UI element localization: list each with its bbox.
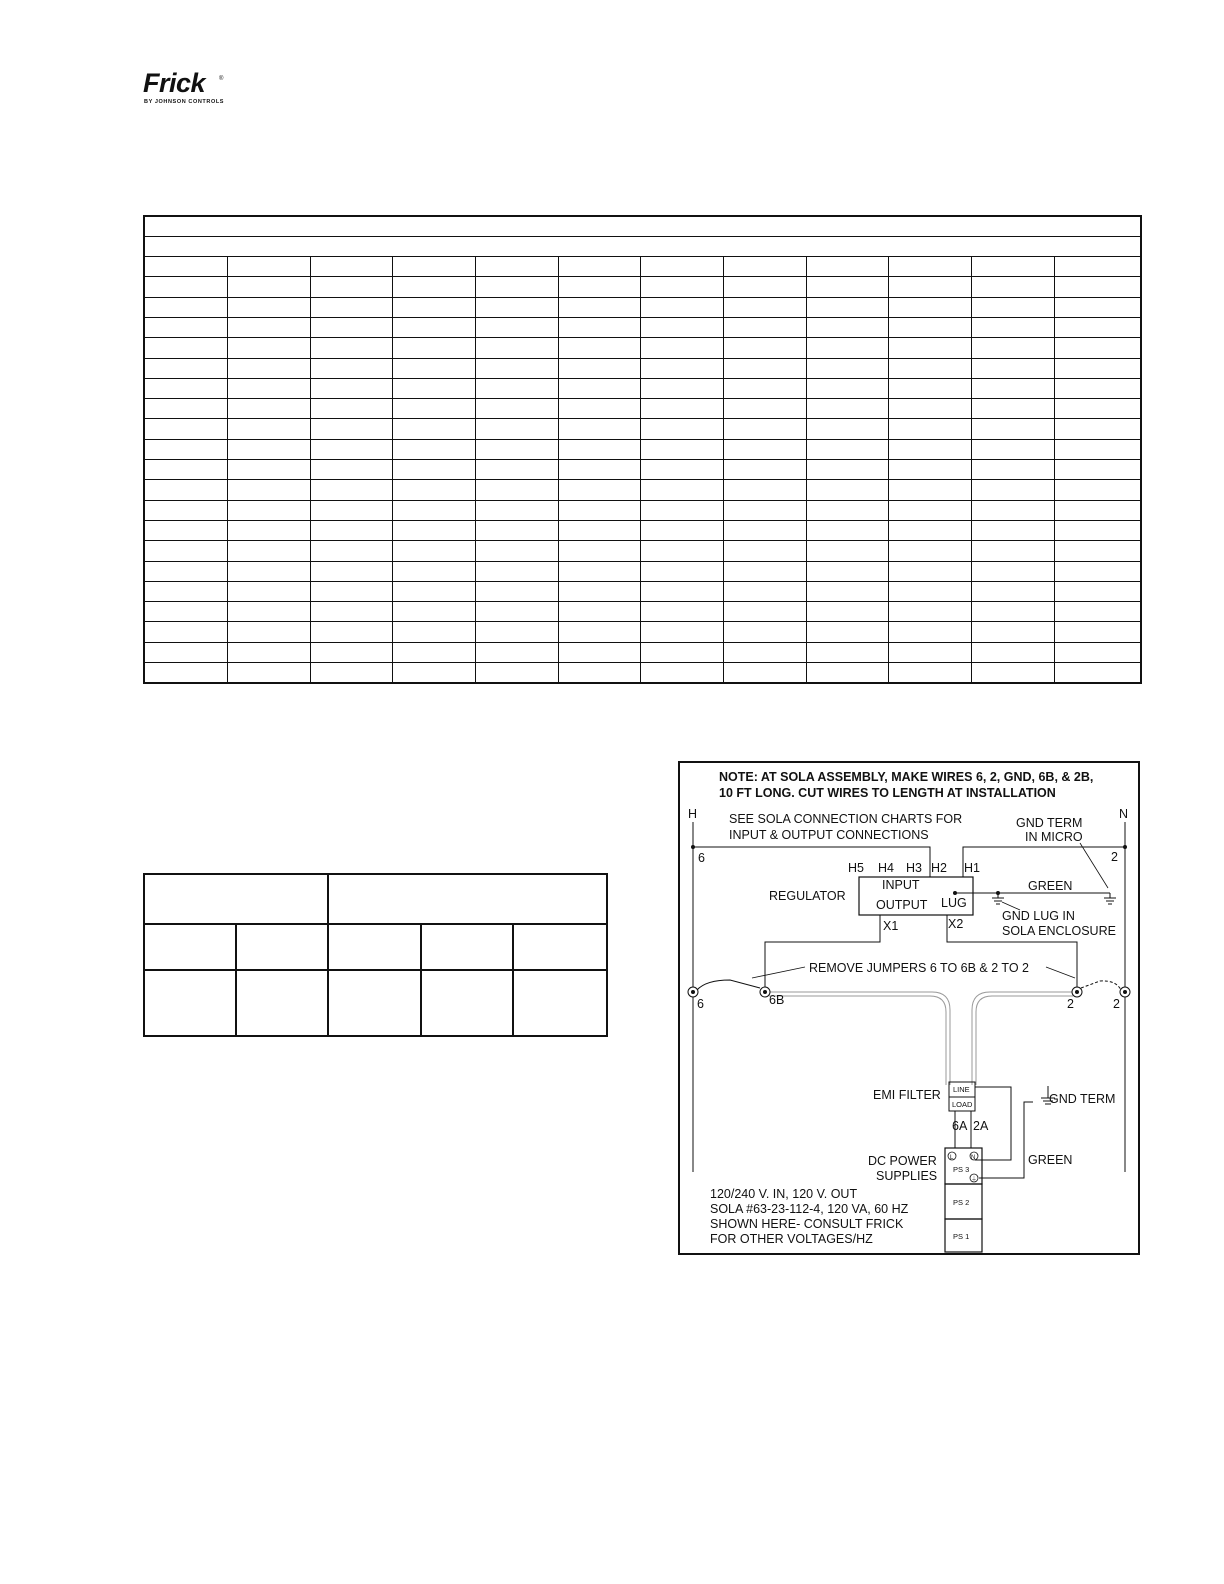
input-label: INPUT	[882, 878, 920, 892]
wire-x1	[765, 915, 880, 992]
spec-line-2: SOLA #63-23-112-4, 120 VA, 60 HZ	[710, 1202, 909, 1216]
wire-2-label: 2	[1111, 850, 1118, 864]
logo-brand: Frick	[143, 68, 206, 98]
h4-label: H4	[878, 861, 894, 875]
ps-gnd-icon: ⏚	[971, 1177, 978, 1183]
wire-6a-label: 6A	[952, 1119, 968, 1133]
ps-n-label: N	[971, 1155, 976, 1161]
term-2-outer-label: 2	[1113, 997, 1120, 1011]
load-label: LOAD	[952, 1100, 973, 1109]
logo-reg-mark: ®	[219, 76, 224, 82]
wire-6-to-h2	[693, 847, 930, 877]
see-line-2: INPUT & OUTPUT CONNECTIONS	[729, 828, 929, 842]
term-6-label: 6	[697, 997, 704, 1011]
spec-line-1: 120/240 V. IN, 120 V. OUT	[710, 1187, 858, 1201]
gnd-term-label: GND TERM	[1049, 1092, 1116, 1106]
spec-line-3: SHOWN HERE- CONSULT FRICK	[710, 1217, 904, 1231]
h1-label: H1	[964, 861, 980, 875]
label-h: H	[688, 807, 698, 821]
gnd-term-micro-1: GND TERM	[1016, 816, 1083, 830]
terminal-6	[688, 987, 698, 997]
regulator-label: REGULATOR	[769, 889, 846, 903]
h5-label: H5	[848, 861, 864, 875]
ps3-label: PS 3	[953, 1165, 970, 1174]
h3-label: H3	[906, 861, 922, 875]
term-6b-label: 6B	[769, 993, 785, 1007]
dc-power-1: DC POWER	[868, 1154, 937, 1168]
gnd-lug-2: SOLA ENCLOSURE	[1002, 924, 1116, 938]
gnd-lug-1: GND LUG IN	[1002, 909, 1075, 923]
jumper-2-2	[1081, 981, 1121, 990]
term-2-inner-label: 2	[1067, 997, 1074, 1011]
label-n: N	[1119, 807, 1129, 821]
green-wire-bottom	[979, 1102, 1033, 1178]
lug-label: LUG	[941, 896, 967, 910]
output-label: OUTPUT	[876, 898, 928, 912]
ps1-label: PS 1	[953, 1232, 970, 1241]
line-label: LINE	[953, 1085, 970, 1094]
see-line-1: SEE SOLA CONNECTION CHARTS FOR	[729, 812, 963, 826]
terminal-2-outer	[1120, 987, 1130, 997]
logo-tagline: BY JOHNSON CONTROLS	[144, 99, 225, 105]
wire-2a-label: 2A	[973, 1119, 989, 1133]
note-line-2: 10 FT LONG. CUT WIRES TO LENGTH AT INSTALLATION	[719, 786, 1056, 800]
green-top-label: GREEN	[1028, 879, 1073, 893]
wire-2-to-h1	[963, 847, 1125, 877]
remove-jumpers-label: REMOVE JUMPERS 6 TO 6B & 2 TO 2	[809, 961, 1029, 975]
x1-label: X1	[883, 919, 899, 933]
dc-power-2: SUPPLIES	[876, 1169, 938, 1183]
emi-filter-label: EMI FILTER	[873, 1088, 941, 1102]
jumper-6-6b	[697, 980, 760, 990]
x2-label: X2	[948, 917, 964, 931]
spec-line-4: FOR OTHER VOLTAGES/HZ	[710, 1232, 873, 1246]
green-bottom-label: GREEN	[1028, 1153, 1073, 1167]
ps-l-label: L	[950, 1155, 954, 1161]
terminal-2-inner	[1072, 987, 1082, 997]
wire-6-label: 6	[698, 851, 705, 865]
note-line-1: NOTE: AT SOLA ASSEMBLY, MAKE WIRES 6, 2, GND, 6B, & 2B,	[719, 770, 1094, 784]
gnd-term-micro-2: IN MICRO	[1025, 830, 1083, 844]
ps2-label: PS 2	[953, 1198, 970, 1207]
h2-label: H2	[931, 861, 947, 875]
